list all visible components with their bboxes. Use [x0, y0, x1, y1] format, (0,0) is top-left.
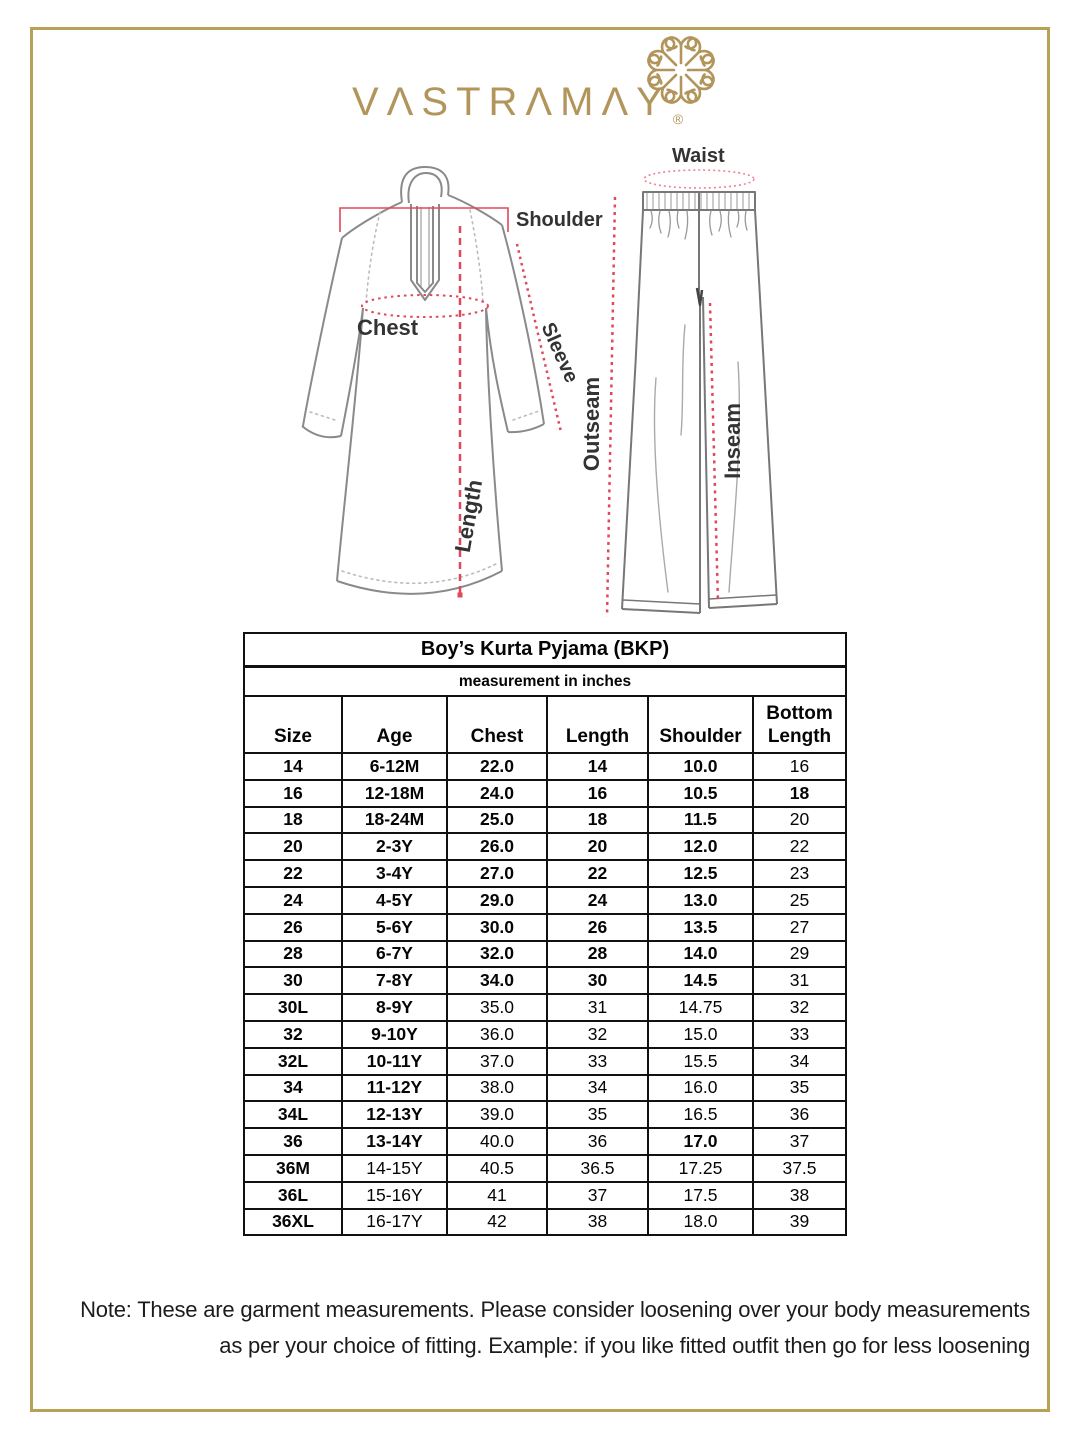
table-subtitle: measurement in inches — [244, 667, 846, 697]
table-cell: 37 — [753, 1128, 846, 1155]
table-cell: 34L — [244, 1101, 342, 1128]
table-cell: 6-7Y — [342, 941, 447, 968]
table-cell: 14.5 — [648, 967, 753, 994]
table-cell: 15.5 — [648, 1048, 753, 1075]
table-cell: 12.0 — [648, 833, 753, 860]
table-cell: 6-12M — [342, 753, 447, 780]
table-cell: 30 — [547, 967, 648, 994]
table-row — [244, 914, 846, 941]
table-cell: 16.5 — [648, 1101, 753, 1128]
table-row — [244, 887, 846, 914]
outseam-measure-line — [607, 197, 615, 617]
table-cell: 14 — [244, 753, 342, 780]
table-cell: 32L — [244, 1048, 342, 1075]
table-row — [244, 1048, 846, 1075]
table-cell: 17.25 — [648, 1155, 753, 1182]
col-header-bottom-length: Bottom Length — [753, 696, 846, 753]
chest-label: Chest — [357, 315, 419, 340]
shoulder-label: Shoulder — [516, 209, 603, 231]
table-cell: 26 — [547, 914, 648, 941]
table-row — [244, 1155, 846, 1182]
table-cell: 20 — [547, 833, 648, 860]
table-cell: 35 — [753, 1075, 846, 1102]
table-cell: 16-17Y — [342, 1209, 447, 1236]
table-cell: 31 — [753, 967, 846, 994]
table-cell: 2-3Y — [342, 833, 447, 860]
col-header-length: Length — [547, 696, 648, 753]
table-cell: 18 — [244, 807, 342, 834]
outseam-label: Outseam — [579, 376, 604, 472]
table-cell: 22 — [547, 860, 648, 887]
table-cell: 29.0 — [447, 887, 547, 914]
table-cell: 30 — [244, 967, 342, 994]
garment-measurement-diagram — [280, 140, 950, 640]
table-cell: 16 — [753, 753, 846, 780]
waist-measure-line — [644, 170, 754, 188]
table-cell: 12.5 — [648, 860, 753, 887]
brand-logo-text: VΛSTRΛMΛY — [352, 80, 671, 124]
col-header-age: Age — [342, 696, 447, 753]
table-cell: 33 — [547, 1048, 648, 1075]
table-cell: 27 — [753, 914, 846, 941]
table-cell: 3-4Y — [342, 860, 447, 887]
table-cell: 11.5 — [648, 807, 753, 834]
table-cell: 36L — [244, 1182, 342, 1209]
sleeve-label: Sleeve — [536, 319, 583, 387]
table-row — [244, 1128, 846, 1155]
table-row — [244, 753, 846, 780]
table-cell: 32 — [547, 1021, 648, 1048]
table-cell: 18-24M — [342, 807, 447, 834]
table-cell: 34.0 — [447, 967, 547, 994]
col-header-size: Size — [244, 696, 342, 753]
table-cell: 40.0 — [447, 1128, 547, 1155]
table-cell: 29 — [753, 941, 846, 968]
table-row — [244, 1101, 846, 1128]
table-row — [244, 1075, 846, 1102]
table-cell: 8-9Y — [342, 994, 447, 1021]
table-cell: 10.0 — [648, 753, 753, 780]
table-cell: 37.5 — [753, 1155, 846, 1182]
table-cell: 22 — [244, 860, 342, 887]
table-cell: 18.0 — [648, 1209, 753, 1236]
inseam-measure-line — [710, 303, 718, 603]
table-cell: 7-8Y — [342, 967, 447, 994]
table-row — [244, 967, 846, 994]
table-cell: 39 — [753, 1209, 846, 1236]
table-header-row — [244, 696, 846, 753]
table-cell: 22.0 — [447, 753, 547, 780]
table-row — [244, 941, 846, 968]
table-cell: 13.0 — [648, 887, 753, 914]
table-cell: 24.0 — [447, 780, 547, 807]
table-cell: 14.75 — [648, 994, 753, 1021]
table-cell: 32 — [244, 1021, 342, 1048]
table-cell: 31 — [547, 994, 648, 1021]
table-cell: 20 — [244, 833, 342, 860]
table-title-row — [244, 633, 846, 667]
kurta-measure-lines — [340, 208, 561, 595]
table-cell: 14 — [547, 753, 648, 780]
table-row — [244, 1182, 846, 1209]
table-cell: 11-12Y — [342, 1075, 447, 1102]
table-cell: 42 — [447, 1209, 547, 1236]
table-cell: 38 — [753, 1182, 846, 1209]
table-cell: 37.0 — [447, 1048, 547, 1075]
table-cell: 9-10Y — [342, 1021, 447, 1048]
table-cell: 20 — [753, 807, 846, 834]
table-cell: 40.5 — [447, 1155, 547, 1182]
table-row — [244, 860, 846, 887]
registered-trademark-symbol: ® — [672, 111, 684, 127]
table-cell: 26 — [244, 914, 342, 941]
table-cell: 10-11Y — [342, 1048, 447, 1075]
table-cell: 25.0 — [447, 807, 547, 834]
inseam-label: Inseam — [720, 403, 745, 479]
table-cell: 34 — [244, 1075, 342, 1102]
table-cell: 33 — [753, 1021, 846, 1048]
table-row — [244, 1021, 846, 1048]
size-table-body — [244, 753, 846, 1235]
table-title: Boy’s Kurta Pyjama (BKP) — [244, 633, 846, 667]
table-cell: 13-14Y — [342, 1128, 447, 1155]
table-cell: 32.0 — [447, 941, 547, 968]
table-cell: 28 — [244, 941, 342, 968]
table-cell: 30L — [244, 994, 342, 1021]
table-cell: 18 — [547, 807, 648, 834]
table-cell: 27.0 — [447, 860, 547, 887]
table-row — [244, 994, 846, 1021]
pyjama-outline — [622, 192, 777, 613]
table-cell: 16 — [547, 780, 648, 807]
table-cell: 24 — [547, 887, 648, 914]
col-header-shoulder: Shoulder — [648, 696, 753, 753]
table-cell: 37 — [547, 1182, 648, 1209]
col-header-chest: Chest — [447, 696, 547, 753]
table-cell: 38 — [547, 1209, 648, 1236]
table-cell: 14.0 — [648, 941, 753, 968]
table-cell: 30.0 — [447, 914, 547, 941]
table-cell: 39.0 — [447, 1101, 547, 1128]
table-cell: 28 — [547, 941, 648, 968]
table-row — [244, 780, 846, 807]
table-cell: 38.0 — [447, 1075, 547, 1102]
waist-label: Waist — [672, 145, 725, 167]
length-label: Length — [449, 477, 488, 555]
table-cell: 24 — [244, 887, 342, 914]
table-cell: 10.5 — [648, 780, 753, 807]
table-cell: 36XL — [244, 1209, 342, 1236]
table-cell: 34 — [547, 1075, 648, 1102]
note-line-2: as per your choice of fitting. Example: if you like fitted outfit then go for less loosening — [219, 1332, 1030, 1358]
table-cell: 36M — [244, 1155, 342, 1182]
note-line-1: Note: These are garment measurements. Please consider loosening over your body measurements — [80, 1297, 1030, 1322]
table-cell: 41 — [447, 1182, 547, 1209]
table-cell: 16 — [244, 780, 342, 807]
table-cell: 13.5 — [648, 914, 753, 941]
table-row — [244, 1209, 846, 1236]
table-cell: 35 — [547, 1101, 648, 1128]
measurement-note — [40, 1292, 1030, 1363]
table-cell: 36.0 — [447, 1021, 547, 1048]
brand-logo — [352, 80, 684, 127]
table-cell: 15-16Y — [342, 1182, 447, 1209]
kurta-stitch-details — [310, 210, 539, 583]
table-cell: 36 — [547, 1128, 648, 1155]
table-cell: 12-13Y — [342, 1101, 447, 1128]
table-cell: 26.0 — [447, 833, 547, 860]
table-cell: 12-18M — [342, 780, 447, 807]
table-cell: 32 — [753, 994, 846, 1021]
table-cell: 36 — [753, 1101, 846, 1128]
table-cell: 14-15Y — [342, 1155, 447, 1182]
table-cell: 17.0 — [648, 1128, 753, 1155]
table-cell: 18 — [753, 780, 846, 807]
table-cell: 22 — [753, 833, 846, 860]
table-row — [244, 807, 846, 834]
table-cell: 15.0 — [648, 1021, 753, 1048]
table-cell: 36 — [244, 1128, 342, 1155]
size-chart-table — [243, 632, 847, 1236]
table-cell: 25 — [753, 887, 846, 914]
table-cell: 35.0 — [447, 994, 547, 1021]
table-cell: 36.5 — [547, 1155, 648, 1182]
table-subtitle-row — [244, 667, 846, 697]
table-cell: 17.5 — [648, 1182, 753, 1209]
table-cell: 34 — [753, 1048, 846, 1075]
table-cell: 5-6Y — [342, 914, 447, 941]
table-cell: 4-5Y — [342, 887, 447, 914]
table-cell: 23 — [753, 860, 846, 887]
table-row — [244, 833, 846, 860]
table-cell: 16.0 — [648, 1075, 753, 1102]
